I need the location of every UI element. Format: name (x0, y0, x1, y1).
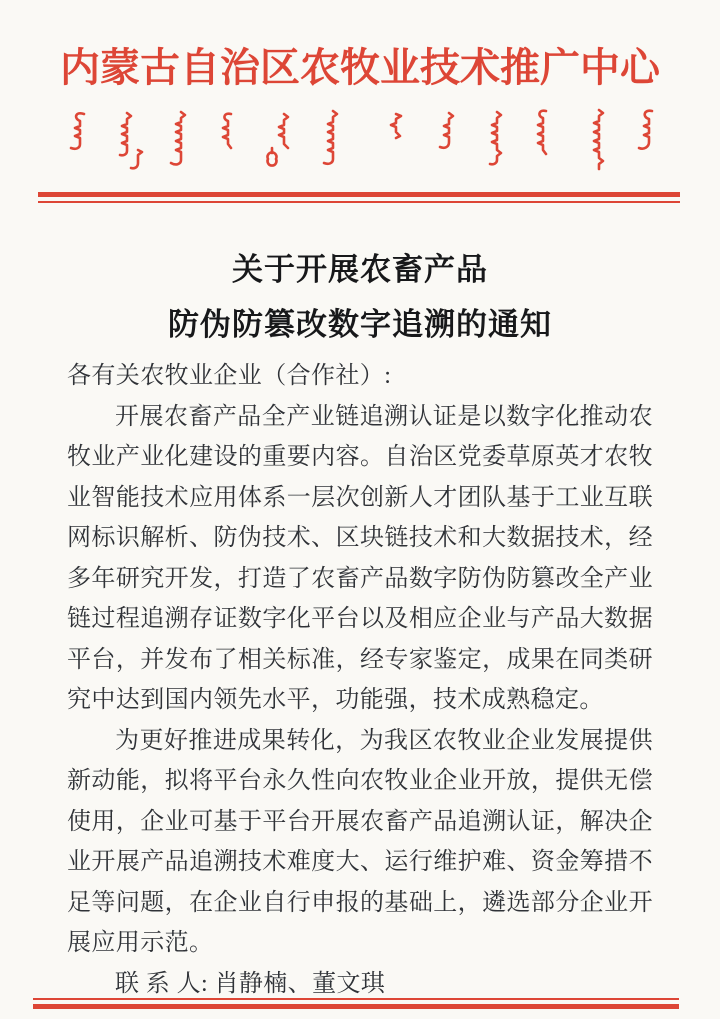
footer-separator-double-line (33, 998, 679, 1009)
separator-thick-line (33, 1004, 679, 1009)
document-title-line-1: 关于开展农畜产品 (232, 252, 488, 287)
document-title (0, 242, 720, 352)
contact-person-line: 联 系 人: 肖静楠、董文琪 (115, 970, 386, 997)
letterhead-org-name: 内蒙古自治区农牧业技术推广中心 (60, 45, 660, 90)
body-paragraph: 开展农畜产品全产业链追溯认证是以数字化推动农牧业产业化建设的重要内容。自治区党委草原英才农牧业智能技术应用体系一层次创新人才团队基于工业互联网标识解析、防伪技术、区块链技术和大数据技术，经多年研究开发，打造了农畜产品数字防伪防篡改全产业链过程追溯存证数字化平台以及相应企业与产品大数据平台，并发布了相关标准，经专家鉴定，成果在同类研究中达到国内领先水平，功能强，技术成熟稳定。 (67, 403, 653, 713)
document-title-line-2: 防伪防篡改数字追溯的通知 (168, 307, 552, 342)
body-paragraph: 为更好推进成果转化，为我区农牧业企业发展提供新动能，拟将平台永久性向农牧业企业开放，提供无偿使用，企业可基于平台开展农畜产品追溯认证，解决企业开展产品追溯技术难度大、运行维护难、资金筹措不足等问题，在企业自行申报的基础上，遴选部分企业开展应用示范。 (67, 727, 653, 956)
mongolian-script-icon (0, 106, 720, 176)
header-separator-double-line (38, 192, 680, 203)
separator-thin-line (38, 201, 680, 203)
salutation-line: 各有关农牧业企业（合作社）: (67, 363, 392, 389)
document-body (67, 356, 653, 1004)
